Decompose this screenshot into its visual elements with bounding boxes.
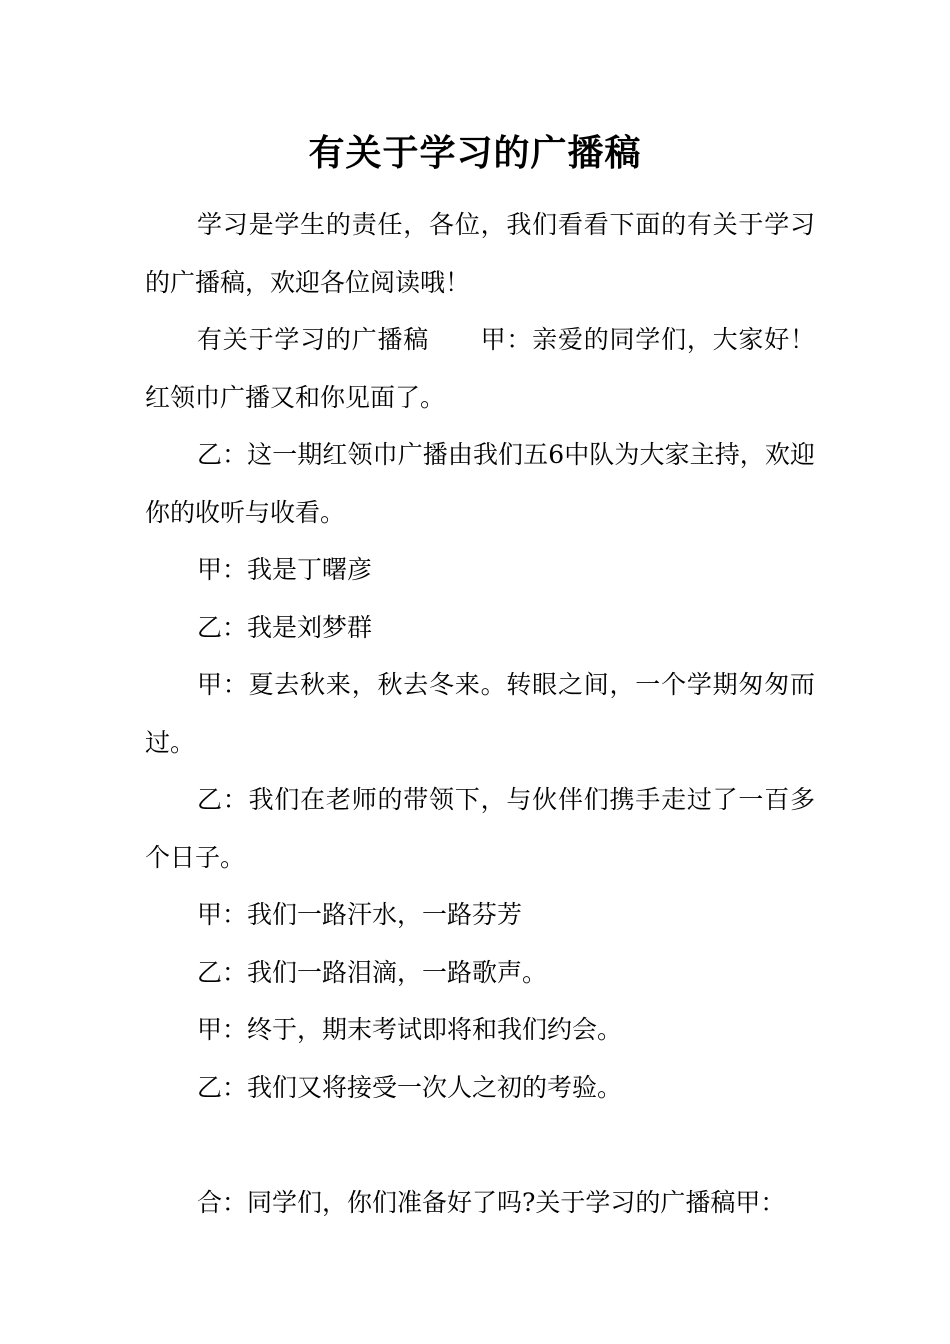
paragraph-sweat: 甲：我们一路汗水，一路芬芳 [197, 900, 523, 929]
document-body [145, 196, 815, 1231]
paragraph-host-intro: 乙：这一期红领巾广播由我们五6中队为大家主持，欢迎你的收听与收看。 [145, 440, 815, 527]
paragraph-exam-test: 乙：我们又将接受一次人之初的考验。 [197, 1072, 623, 1102]
paragraph-exam-date: 甲：终于，期末考试即将和我们约会。 [197, 1015, 623, 1044]
paragraph-greeting: 有关于学习的广播稿 甲：亲爱的同学们，大家好！红领巾广播又和你见面了。 [145, 325, 815, 412]
paragraph-seasons: 甲：夏去秋来，秋去冬来。转眼之间，一个学期匆匆而过。 [145, 670, 815, 757]
document-title: 有关于学习的广播稿 [308, 132, 642, 174]
paragraph-spacer [145, 1116, 815, 1174]
paragraph-speaker-a-name: 甲：我是丁曙彦 [197, 555, 373, 584]
paragraph-together: 合：同学们，你们准备好了吗?关于学习的广播稿甲： [197, 1187, 786, 1217]
paragraph-tears: 乙：我们一路泪滴，一路歌声。 [197, 957, 548, 987]
paragraph-intro: 学习是学生的责任，各位，我们看看下面的有关于学习的广播稿，欢迎各位阅读哦！ [145, 210, 815, 297]
paragraph-hundred-days: 乙：我们在老师的带领下，与伙伴们携手走过了一百多个日子。 [145, 785, 815, 872]
paragraph-speaker-b-name: 乙：我是刘梦群 [197, 612, 373, 642]
